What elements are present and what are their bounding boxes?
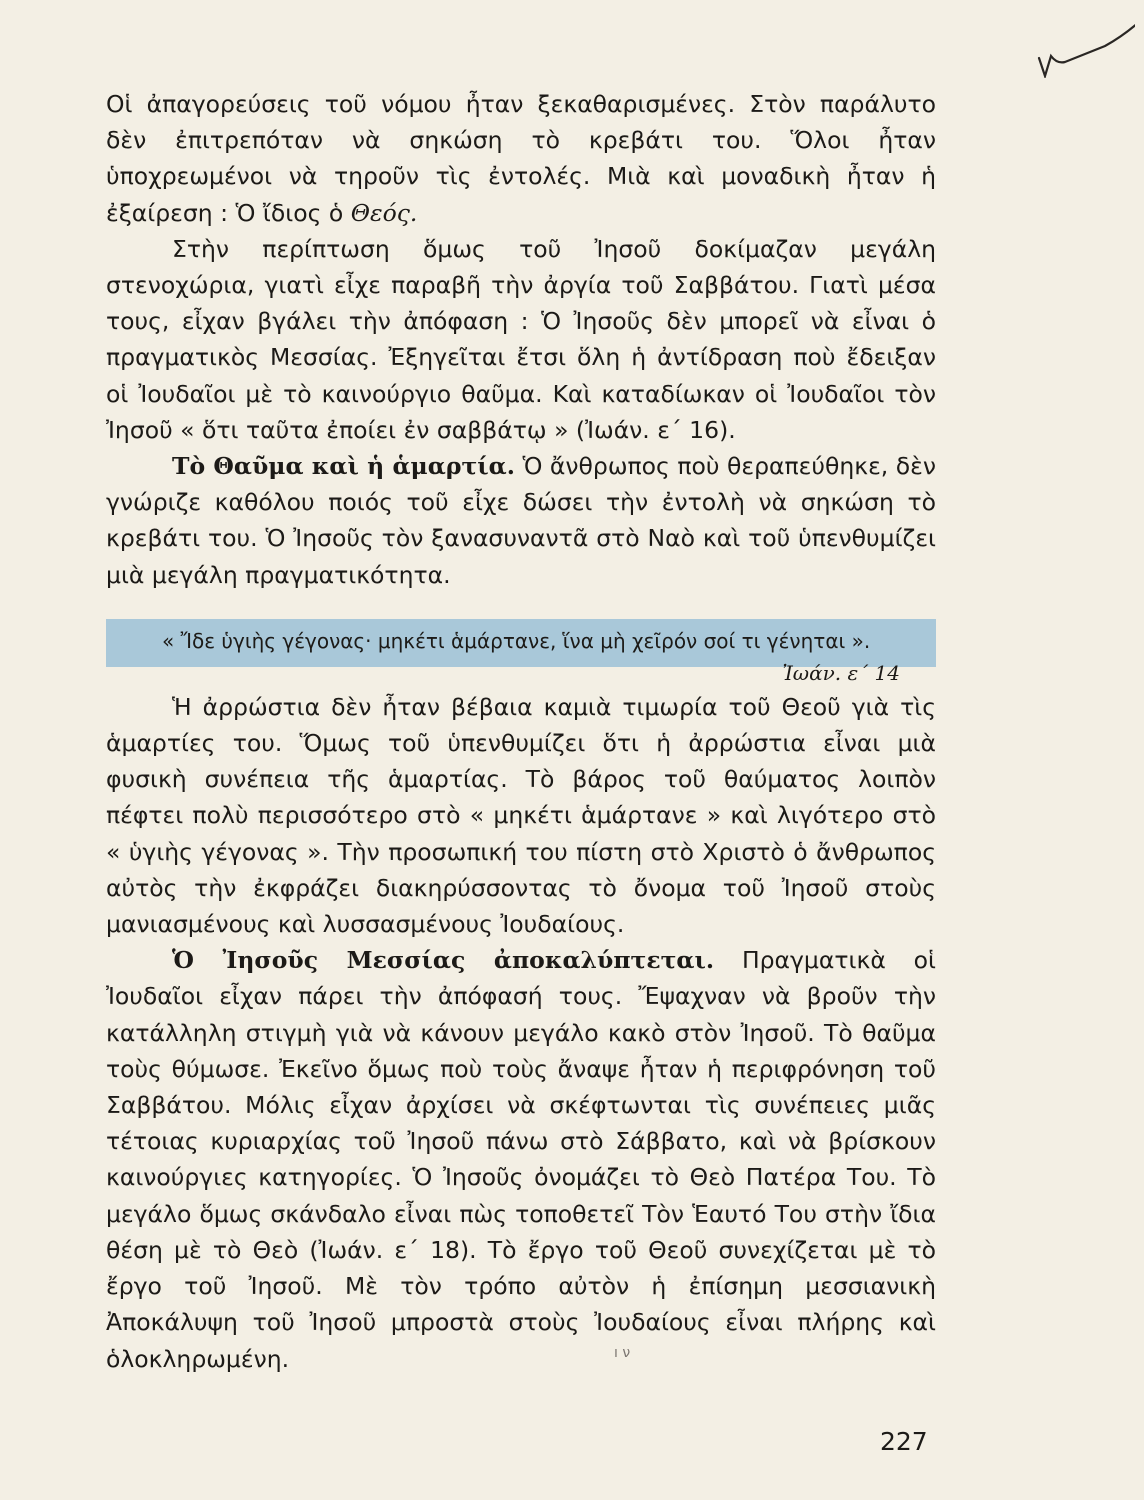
pencil-mark: ı ν [614,1345,631,1361]
paragraph-3 [106,448,936,593]
handwritten-mark [1035,18,1135,78]
paragraph-2: Στὴν περίπτωση ὅμως τοῦ Ἰησοῦ δοκίμαζαν μεγάλη στενοχώρια, γιατὶ εἶχε παραβῆ τὴν ἀργία τοῦ Σαββάτου. Γιατὶ μέσα τους, εἶχαν βγάλει τὴν ἀπόφαση : Ὁ Ἰησοῦς δὲν μπορεῖ νὰ εἶναι ὁ πραγματικὸς Μεσσίας. Ἐξηγεῖται ἔτσι ὅλη ἡ ἀντίδραση ποὺ ἔδειξαν οἱ Ἰουδαῖοι μὲ τὸ καινούργιο θαῦμα. Καὶ καταδίωκαν οἱ Ἰουδαῖοι τὸν Ἰησοῦ « ὅτι ταῦτα ἐποίει ἐν σαββάτῳ » (Ἰωάν. ε΄ 16). [106,234,936,444]
section-heading-miracle-sin: Τὸ Θαῦμα καὶ ἡ ἁμαρτία. [172,452,515,481]
paragraph-1-italic: Θεός. [350,198,418,227]
paragraph-3-text: Ὁ ἄνθρωπος ποὺ θεραπεύθηκε, δὲν γνώριζε καθόλου ποιός τοῦ εἶχε δώσει τὴν ἐντολὴ νὰ σηκώση τὸ κρεβάτι του. Ὁ Ἰησοῦς τὸν ξανασυναντᾶ στὸ Ναὸ καὶ τοῦ ὑπενθυμίζει μιὰ μεγάλη πραγματικότητα. [106,452,936,589]
section-heading-messiah: Ὁ Ἰησοῦς Μεσσίας ἀποκαλύπτεται. [172,946,715,975]
paragraph-5 [106,942,936,1376]
page-body [106,86,936,1377]
page-number: 227 [880,1427,928,1456]
quote-text: « Ἴδε ὑγιὴς γέγονας· μηκέτι ἁμάρτανε, ἵνα μὴ χεῖρόν σοί τι γένηται ». [162,628,871,653]
paragraph-1-text: Οἱ ἀπαγορεύσεις τοῦ νόμου ἦταν ξεκαθαρισμένες. Στὸν παράλυτο δὲν ἐπιτρεπόταν νὰ σηκώση τὸ κρεβάτι του. Ὅλοι ἦταν ὑποχρεωμένοι νὰ τηροῦν τὶς ἐντολές. Μιὰ καὶ μοναδικὴ ἦταν ἡ ἐξαίρεση : Ὁ ἴδιος ὁ [106,90,936,227]
paragraph-4: Ἡ ἀρρώστια δὲν ἦταν βέβαια καμιὰ τιμωρία τοῦ Θεοῦ γιὰ τὶς ἁμαρτίες του. Ὅμως τοῦ ὑπενθυμίζει ὅτι ἡ ἀρρώστια εἶναι μιὰ φυσικὴ συνέπεια τῆς ἁμαρτίας. Τὸ βάρος τοῦ θαύματος λοιπὸν πέφτει πολὺ περισσότερο στὸ « μηκέτι ἁμάρτανε » καὶ λιγότερο στὸ « ὑγιὴς γέγονας ». Τὴν προσωπική του πίστη στὸ Χριστὸ ὁ ἄνθρωπος αὐτὸς τὴν ἐκφράζει διακηρύσσοντας τὸ ὄνομα τοῦ Ἰησοῦ στοὺς μανιασμένους καὶ λυσσασμένους Ἰουδαίους. [106,692,936,939]
quote-reference: Ἰωάν. ε΄ 14 [782,660,900,685]
scripture-quote-box [106,619,936,685]
paragraph-5-text: Πραγματικὰ οἱ Ἰουδαῖοι εἶχαν πάρει τὴν ἀπόφασή τους. Ἔψαχναν νὰ βροῦν τὴν κατάλληλη στιγμὴ γιὰ νὰ κάνουν μεγάλο κακὸ στὸν Ἰησοῦ. Τὸ θαῦμα τοὺς θύμωσε. Ἐκεῖνο ὅμως ποὺ τοὺς ἄναψε ἦταν ἡ περιφρόνηση τοῦ Σαββάτου. Μόλις εἶχαν ἀρχίσει νὰ σκέφτωνται τὶς συνέπειες μιᾶς τέτοιας κυριαρχίας τοῦ Ἰησοῦ πάνω στὸ Σάββατο, καὶ νὰ βρίσκουν καινούργιες κατηγορίες. Ὁ Ἰησοῦς ὀνομάζει τὸ Θεὸ Πατέρα Του. Τὸ μεγάλο ὅμως σκάνδαλο εἶναι πὼς τοποθετεῖ Τὸν Ἑαυτό Του στὴν ἴδια θέση μὲ τὸ Θεὸ (Ἰωάν. ε΄ 18). Τὸ ἔργο τοῦ Θεοῦ συνεχίζεται μὲ τὸ ἔργο τοῦ Ἰησοῦ. Μὲ τὸν τρόπο αὐτὸν ἡ ἐπίσημη μεσσιανικὴ Ἀποκάλυψη τοῦ Ἰησοῦ μπροστὰ στοὺς Ἰουδαίους εἶναι πλήρης καὶ ὁλοκληρωμένη. [106,946,937,1373]
paragraph-1 [106,86,936,231]
